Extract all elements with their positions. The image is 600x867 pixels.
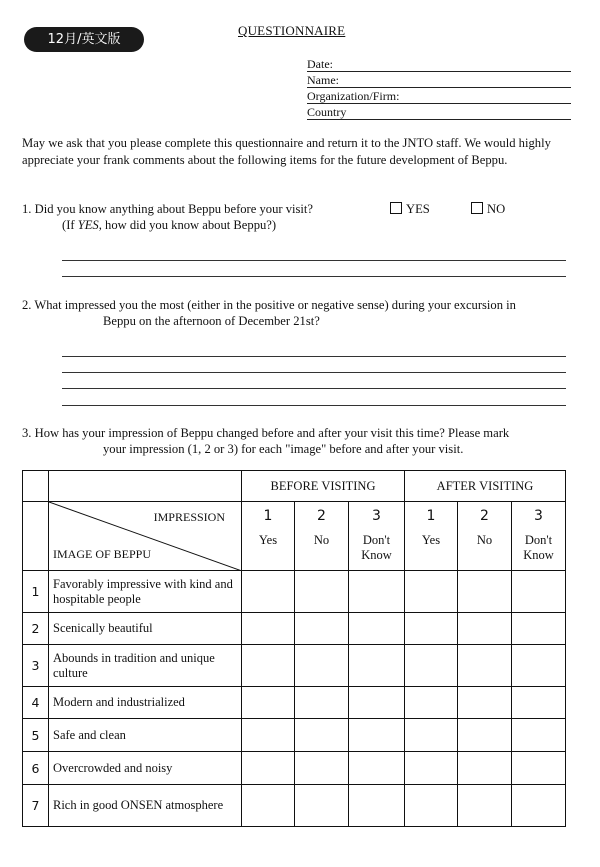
before-answer-cell[interactable] <box>242 645 295 687</box>
before-answer-cell[interactable] <box>295 752 349 785</box>
question-2: 2. What impressed you the most (either in the positive or negative sense) during your excursion in <box>22 298 516 312</box>
after-answer-cell[interactable] <box>458 785 512 827</box>
answer-line[interactable] <box>62 356 566 357</box>
intro-paragraph: May we ask that you please complete this questionnaire and return it to the JNTO staff. We would highly appreciate your frank comments about the following items for the future development of Beppu. <box>22 136 551 167</box>
no-checkbox[interactable] <box>471 202 483 214</box>
image-description: Favorably impressive with kind and hospitable people <box>49 571 242 613</box>
answer-line[interactable] <box>62 260 566 261</box>
after-answer-cell[interactable] <box>458 687 512 719</box>
impression-diagonal-header <box>49 502 242 571</box>
image-description: Abounds in tradition and unique culture <box>49 645 242 687</box>
before-answer-cell[interactable] <box>242 752 295 785</box>
after-answer-cell[interactable] <box>458 752 512 785</box>
after-answer-cell[interactable] <box>512 613 566 645</box>
question-1: 1. Did you know anything about Beppu before your visit? <box>22 202 314 216</box>
after-answer-cell[interactable] <box>512 785 566 827</box>
before-answer-cell[interactable] <box>295 645 349 687</box>
after-answer-cell[interactable] <box>512 687 566 719</box>
question-3-cont: your impression (1, 2 or 3) for each "image" before and after your visit. <box>103 442 464 456</box>
before-answer-cell[interactable] <box>242 785 295 827</box>
before-answer-cell[interactable] <box>295 613 349 645</box>
after-answer-cell[interactable] <box>405 571 458 613</box>
after-answer-cell[interactable] <box>405 719 458 752</box>
question-3: 3. How has your impression of Beppu changed before and after your visit this time? Please mark <box>22 426 510 440</box>
after-answer-cell[interactable] <box>512 752 566 785</box>
month-badge: 12月/英文版 <box>24 27 144 52</box>
table-row <box>23 752 566 785</box>
after-answer-cell[interactable] <box>512 719 566 752</box>
row-number: 7 <box>23 785 49 827</box>
row-number: 3 <box>23 645 49 687</box>
before-visiting-header: BEFORE VISITING <box>242 471 405 502</box>
before-answer-cell[interactable] <box>242 571 295 613</box>
row-number: 6 <box>23 752 49 785</box>
before-answer-cell[interactable] <box>349 645 405 687</box>
yes-label: YES <box>406 202 430 216</box>
after-answer-cell[interactable] <box>405 785 458 827</box>
after-col-2: 2 No <box>458 502 512 571</box>
image-description: Scenically beautiful <box>49 613 242 645</box>
after-answer-cell[interactable] <box>458 719 512 752</box>
answer-line[interactable] <box>62 405 566 406</box>
image-description: Safe and clean <box>49 719 242 752</box>
before-answer-cell[interactable] <box>349 785 405 827</box>
image-description: Overcrowded and noisy <box>49 752 242 785</box>
question-2-cont: Beppu on the afternoon of December 21st? <box>103 314 320 328</box>
before-answer-cell[interactable] <box>295 719 349 752</box>
answer-line[interactable] <box>62 388 566 389</box>
after-answer-cell[interactable] <box>458 571 512 613</box>
question-1-sub: (If YES, how did you know about Beppu?) <box>62 218 277 232</box>
organization-field[interactable]: Organization/Firm: <box>307 89 571 104</box>
before-answer-cell[interactable] <box>242 719 295 752</box>
image-description: Rich in good ONSEN atmosphere <box>49 785 242 827</box>
impression-table <box>22 470 566 827</box>
corner-cell <box>23 502 49 571</box>
before-answer-cell[interactable] <box>295 571 349 613</box>
before-answer-cell[interactable] <box>295 687 349 719</box>
corner-cell <box>23 471 49 502</box>
before-col-3: 3 Don't Know <box>349 502 405 571</box>
image-of-beppu-label: IMAGE OF BEPPU <box>53 547 152 561</box>
before-answer-cell[interactable] <box>295 785 349 827</box>
after-answer-cell[interactable] <box>405 613 458 645</box>
table-row <box>23 785 566 827</box>
page-title: QUESTIONNAIRE <box>238 23 346 38</box>
before-answer-cell[interactable] <box>242 687 295 719</box>
after-answer-cell[interactable] <box>512 645 566 687</box>
row-number: 1 <box>23 571 49 613</box>
yes-checkbox[interactable] <box>390 202 402 214</box>
yes-option[interactable] <box>390 201 430 217</box>
row-number: 5 <box>23 719 49 752</box>
table-row <box>23 719 566 752</box>
date-field[interactable]: Date: <box>307 57 571 72</box>
row-number: 4 <box>23 687 49 719</box>
before-col-2: 2 No <box>295 502 349 571</box>
no-label: NO <box>487 202 506 216</box>
after-answer-cell[interactable] <box>458 613 512 645</box>
no-option[interactable] <box>471 201 505 217</box>
after-col-1: 1 Yes <box>405 502 458 571</box>
image-description: Modern and industrialized <box>49 687 242 719</box>
after-answer-cell[interactable] <box>512 571 566 613</box>
answer-line[interactable] <box>62 276 566 277</box>
table-row <box>23 645 566 687</box>
after-answer-cell[interactable] <box>405 687 458 719</box>
country-field[interactable]: Country <box>307 105 571 120</box>
table-row <box>23 687 566 719</box>
table-row <box>23 571 566 613</box>
before-answer-cell[interactable] <box>349 687 405 719</box>
blank-header-cell <box>49 471 242 502</box>
after-answer-cell[interactable] <box>458 645 512 687</box>
before-answer-cell[interactable] <box>242 613 295 645</box>
after-col-3: 3 Don't Know <box>512 502 566 571</box>
after-answer-cell[interactable] <box>405 645 458 687</box>
before-answer-cell[interactable] <box>349 613 405 645</box>
name-field[interactable]: Name: <box>307 73 571 88</box>
row-number: 2 <box>23 613 49 645</box>
before-col-1: 1 Yes <box>242 502 295 571</box>
table-row <box>23 613 566 645</box>
before-answer-cell[interactable] <box>349 571 405 613</box>
before-answer-cell[interactable] <box>349 752 405 785</box>
impression-label: IMPRESSION <box>153 510 225 524</box>
answer-line[interactable] <box>62 372 566 373</box>
before-answer-cell[interactable] <box>349 719 405 752</box>
after-visiting-header: AFTER VISITING <box>405 471 566 502</box>
after-answer-cell[interactable] <box>405 752 458 785</box>
